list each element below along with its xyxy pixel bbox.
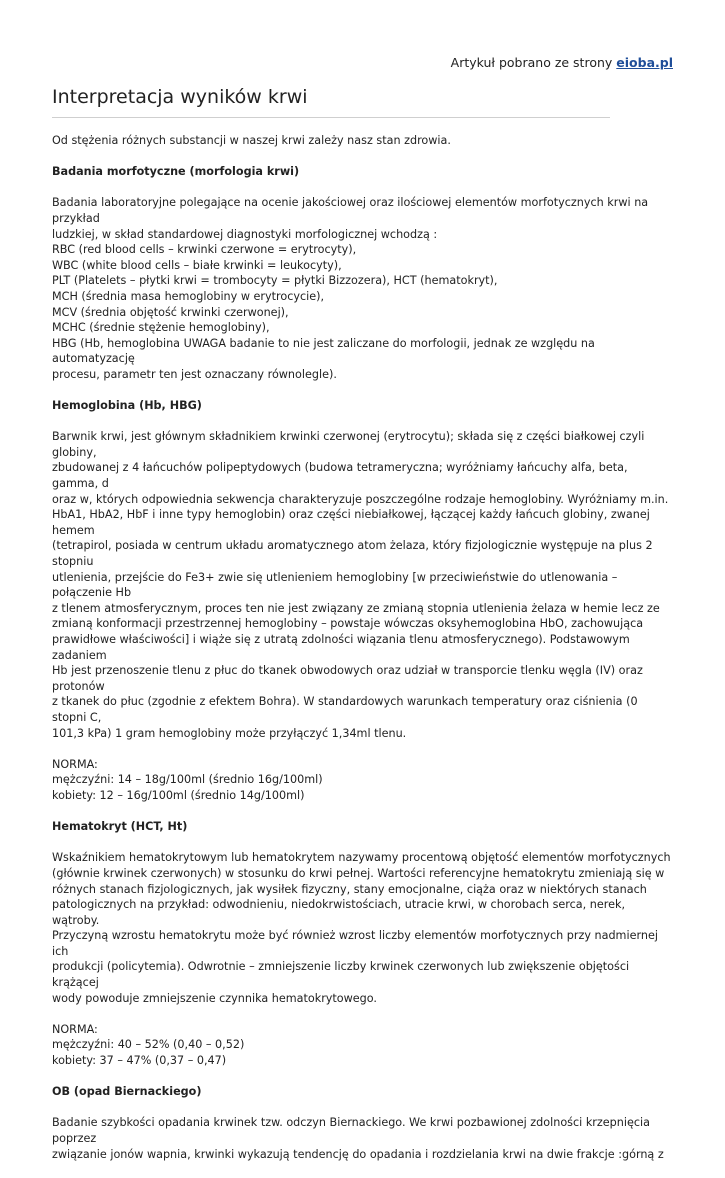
- norm-label: NORMA:: [52, 757, 98, 771]
- text-line: patologicznych na przykład: odwodnieniu, niedokrwistościach, utracie krwi, w chorobach serca, nerek, wątroby.: [52, 898, 626, 927]
- source-attribution: [451, 55, 673, 70]
- text-line: MCV (średnia objętość krwinki czerwonej),: [52, 305, 289, 319]
- text-line: zmianą konformacji przestrzennej hemoglobiny – powstaje wówczas oksyhemoglobina HbO, zachowująca: [52, 617, 644, 631]
- norm-men: mężczyźni: 40 – 52% (0,40 – 0,52): [52, 1038, 245, 1052]
- text-line: WBC (white blood cells – białe krwinki = leukocyty),: [52, 258, 342, 272]
- text-line: związanie jonów wapnia, krwinki wykazują tendencję do opadania i rozdzielania krwi na dwie frakcje :górną z: [52, 1147, 664, 1161]
- article-body: [52, 133, 674, 1178]
- text-line: ludzkiej, w skład standardowej diagnostyki morfologicznej wchodzą :: [52, 227, 438, 241]
- norm-label: NORMA:: [52, 1022, 98, 1036]
- text-line: wody powoduje zmniejszenie czynnika hematokrytowego.: [52, 991, 377, 1005]
- text-line: Hb jest przenoszenie tlenu z płuc do tkanek obwodowych oraz udział w transporcie tlenku węgla (IV) oraz protonów: [52, 664, 643, 693]
- text-line: Badania laboratoryjne polegające na ocenie jakościowej oraz ilościowej elementów morfotycznych krwi na przykład: [52, 196, 649, 225]
- text-line: (głównie krwinek czerwonych) w stosunku do krwi pełnej. Wartości referencyjne hematokrytu zmieniają się w: [52, 866, 665, 880]
- hemoglobin-paragraph: [52, 429, 674, 741]
- text-line: różnych stanach fizjologicznych, jak wysiłek fizyczny, stany emocjonalne, ciąża oraz w niektórych stanach: [52, 882, 647, 896]
- title-divider: [52, 117, 610, 118]
- hematocrit-norms: [52, 1022, 674, 1069]
- heading-hematocrit: Hematokryt (HCT, Ht): [52, 820, 188, 834]
- text-line: utlenienia, przejście do Fe3+ zwie się utlenieniem hemoglobiny [w przeciwieństwie do utlenowania – połączenie Hb: [52, 570, 618, 600]
- intro-paragraph: Od stężenia różnych substancji w naszej krwi zależy nasz stan zdrowia.: [52, 134, 451, 147]
- text-line: Wskaźnikiem hematokrytowym lub hematokrytem nazywamy procentową objętość elementów morfotycznych: [52, 851, 671, 865]
- text-line: Badanie szybkości opadania krwinek tzw. odczyn Biernackiego. We krwi pozbawionej zdolności krzepnięcia poprzez: [52, 1116, 650, 1145]
- text-line: z tkanek do płuc (zgodnie z efektem Bohra). W standardowych warunkach temperatury oraz ciśnienia (0 stopni C,: [52, 695, 638, 724]
- text-line: Barwnik krwi, jest głównym składnikiem krwinki czerwonej (erytrocytu); składa się z części białkowej czyli globiny,: [52, 430, 645, 459]
- text-line: MCHC (średnie stężenie hemoglobiny),: [52, 321, 270, 335]
- text-line: Przyczyną wzrostu hematokrytu może być również wzrost liczby elementów morfotycznych przy nadmiernej ich: [52, 929, 658, 958]
- heading-morphology: Badania morfotyczne (morfologia krwi): [52, 165, 300, 179]
- text-line: HBG (Hb, hemoglobina UWAGA badanie to nie jest zaliczane do morfologii, jednak ze względu na automatyzację: [52, 336, 595, 366]
- page-title: Interpretacja wyników krwi: [52, 86, 308, 108]
- text-line: MCH (średnia masa hemoglobiny w erytrocycie),: [52, 289, 325, 303]
- text-line: zbudowanej z 4 łańcuchów polipeptydowych (budowa tetrameryczna; wyróżniamy łańcuchy alfa, beta, gamma, d: [52, 461, 628, 491]
- morphology-paragraph: [52, 195, 674, 382]
- source-prefix: Artykuł pobrano ze strony: [450, 55, 617, 70]
- text-line: 101,3 kPa) 1 gram hemoglobiny może przyłączyć 1,34ml tlenu.: [52, 726, 407, 740]
- text-line: procesu, parametr ten jest oznaczany równolegle).: [52, 367, 337, 381]
- norm-women: kobiety: 12 – 16g/100ml (średnio 14g/100ml): [52, 788, 305, 802]
- text-line: RBC (red blood cells – krwinki czerwone = erytrocyty),: [52, 243, 357, 257]
- source-link[interactable]: eioba.pl: [616, 55, 673, 70]
- text-line: z tlenem atmosferycznym, proces ten nie jest związany ze zmianą stopnia utlenienia żelaza w hemie lecz ze: [52, 601, 660, 615]
- text-line: oraz w, których odpowiednia sekwencja charakteryzuje poszczególne rodzaje hemoglobiny. Wyróżniamy m.in.: [52, 492, 669, 506]
- norm-women: kobiety: 37 – 47% (0,37 – 0,47): [52, 1054, 227, 1068]
- ob-paragraph: [52, 1115, 674, 1162]
- text-line: HbA1, HbA2, HbF i inne typy hemoglobin) oraz części niebiałkowej, łączącej każdy łańcuch globiny, zwanej hemem: [52, 508, 650, 537]
- text-line: produkcji (policytemia). Odwrotnie – zmniejszenie liczby krwinek czerwonych lub zwiększenie objętości krążącej: [52, 960, 630, 990]
- norm-men: mężczyźni: 14 – 18g/100ml (średnio 16g/100ml): [52, 773, 323, 787]
- hematocrit-paragraph: [52, 850, 674, 1006]
- hemoglobin-norms: [52, 757, 674, 804]
- text-line: prawidłowe właściwości] i wiąże się z utratą zdolności wiązania tlenu atmosferycznego). Podstawowym zadaniem: [52, 633, 630, 662]
- text-line: (tetrapirol, posiada w centrum układu aromatycznego atom żelaza, który fizjologicznie występuje na plus 2 stopniu: [52, 539, 653, 569]
- heading-hemoglobin: Hemoglobina (Hb, HBG): [52, 399, 202, 413]
- heading-ob: OB (opad Biernackiego): [52, 1085, 202, 1099]
- text-line: PLT (Platelets – płytki krwi = trombocyty = płytki Bizzozera), HCT (hematokryt),: [52, 274, 498, 288]
